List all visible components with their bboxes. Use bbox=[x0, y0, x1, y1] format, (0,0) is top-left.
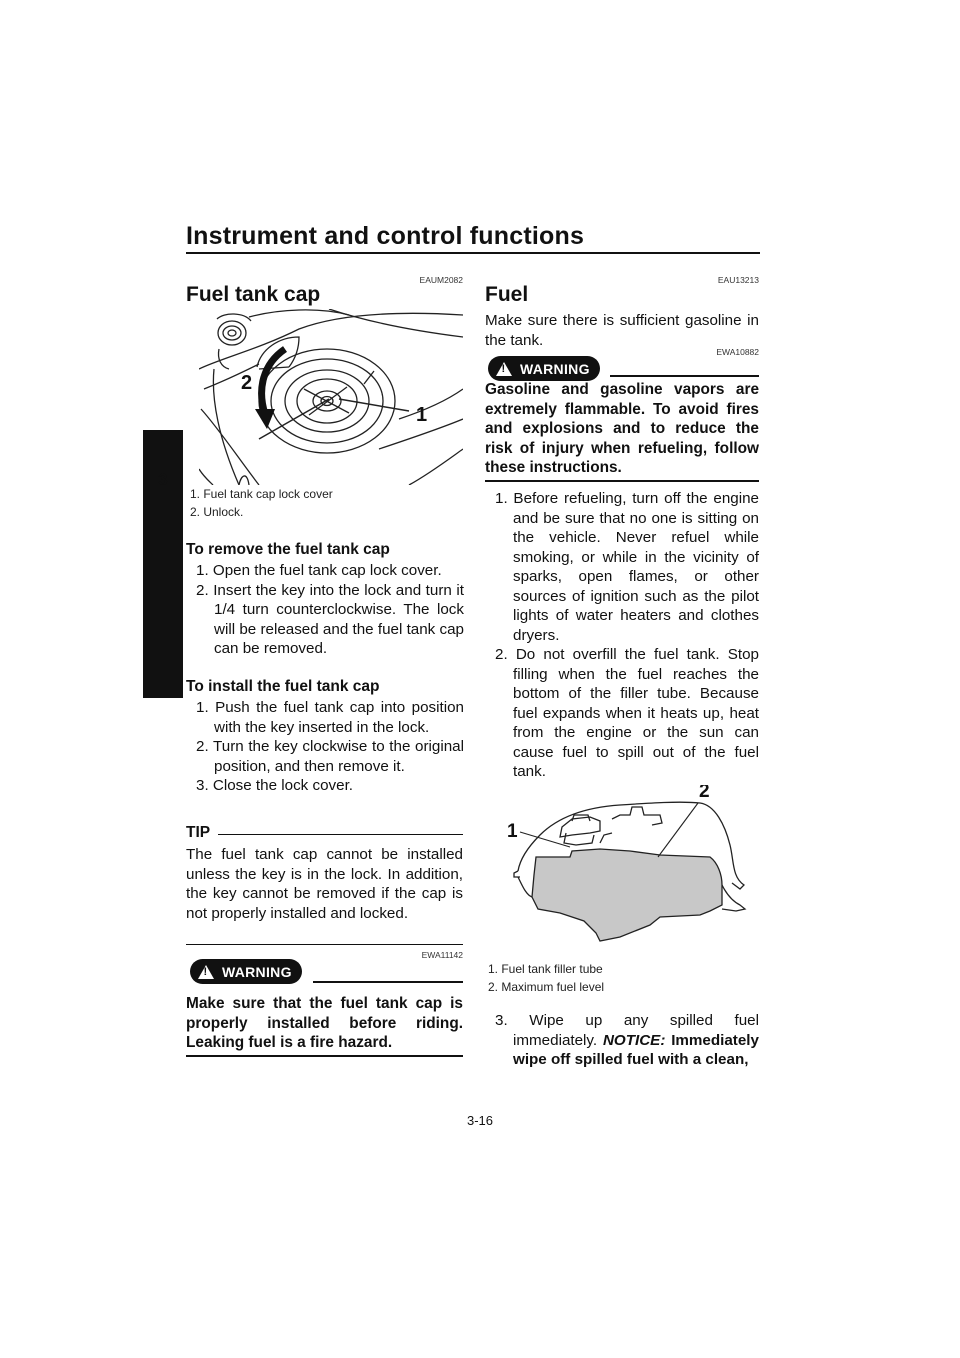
warning-rule bbox=[610, 375, 759, 377]
install-steps-list bbox=[186, 698, 464, 796]
list-item: 3. Close the lock cover. bbox=[196, 777, 354, 794]
warning-bottom-rule bbox=[186, 1055, 463, 1057]
list-item: 2. Turn the key clockwise to the original position, and then remove it. bbox=[196, 738, 464, 775]
section-code: EAU13213 bbox=[717, 275, 759, 285]
figure-label-1: 1 bbox=[416, 404, 428, 426]
warning-icon bbox=[496, 362, 512, 376]
warning-rule bbox=[313, 981, 463, 983]
figure-caption-2: 2. Unlock. bbox=[190, 505, 244, 519]
page-number: 3-16 bbox=[466, 1113, 494, 1128]
list-item: 1. Before refueling, turn off the engine and be sure that no one is sitting on the vehicle. Never refuel while smoking, or while in the vicinity of sparks, open flames, or other sources of ignition such as the pilot lights of water heaters and clothes dryers. bbox=[495, 490, 759, 644]
warning-badge bbox=[488, 356, 600, 381]
fuel-intro: Make sure there is sufficient gasoline in the tank. bbox=[485, 312, 759, 349]
step-number: 3. bbox=[495, 1012, 508, 1029]
list-item: 1. Open the fuel tank cap lock cover. bbox=[196, 562, 442, 579]
warning-bottom-rule bbox=[485, 480, 759, 482]
figure-caption-1: 1. Fuel tank filler tube bbox=[488, 962, 603, 976]
warning-icon bbox=[198, 965, 214, 979]
warning-text: Gasoline and gasoline vapors are extremely flammable. To avoid fires and explosions and to reduce the risk of injury when refueling, follow these instructions. bbox=[485, 381, 759, 476]
warning-label: WARNING bbox=[520, 360, 590, 377]
list-item: 1. Push the fuel tank cap into position with the key inserted in the lock. bbox=[196, 699, 464, 736]
figure-caption-1: 1. Fuel tank cap lock cover bbox=[190, 487, 333, 501]
refuel-steps-list bbox=[485, 489, 759, 782]
warning-code: EWA10882 bbox=[716, 347, 759, 357]
fuel-tank-cap-illustration bbox=[199, 309, 463, 485]
notice-text: Immediately wipe off spilled fuel with a clean, bbox=[513, 1031, 759, 1068]
figure-label-1: 1 bbox=[507, 821, 518, 842]
section-code: EAUM2082 bbox=[419, 275, 463, 285]
warning-label: WARNING bbox=[222, 963, 292, 980]
remove-cap-heading: To remove the fuel tank cap bbox=[186, 541, 390, 558]
step-text: Wipe up any spilled fuel immediately. bbox=[513, 1012, 759, 1049]
tip-label: TIP bbox=[186, 824, 211, 841]
tip-text: The fuel tank cap cannot be installed unless the key is in the lock. In addition, the key cannot be removed if the cap is not properly installed and locked. bbox=[186, 846, 463, 922]
tip-rule bbox=[218, 834, 463, 835]
notice-label: NOTICE: bbox=[602, 1031, 666, 1049]
page-header-title: Instrument and control functions bbox=[186, 222, 585, 250]
warning-badge bbox=[190, 959, 302, 984]
tip-bottom-rule bbox=[186, 944, 463, 945]
section-heading-fuel-tank-cap: Fuel tank cap bbox=[186, 283, 321, 306]
remove-steps-list bbox=[186, 561, 464, 659]
header-rule bbox=[186, 252, 760, 254]
list-item: 2. Do not overfill the fuel tank. Stop filling when the fuel reaches the bottom of the filler tube. Because fuel expands when it heats up, heat from the engine or the sun can cause fuel to spill out of the fuel tank. bbox=[495, 646, 759, 780]
install-cap-heading: To install the fuel tank cap bbox=[186, 678, 380, 695]
warning-code: EWA11142 bbox=[421, 950, 463, 960]
figure-label-2: 2 bbox=[699, 785, 710, 802]
warning-text: Make sure that the fuel tank cap is properly installed before riding. Leaking fuel is a fire hazard. bbox=[186, 995, 463, 1051]
chapter-tab-number: 3 bbox=[158, 470, 168, 489]
figure-caption-2: 2. Maximum fuel level bbox=[488, 980, 605, 994]
section-heading-fuel: Fuel bbox=[485, 283, 529, 306]
figure-label-2: 2 bbox=[241, 372, 253, 394]
fuel-tank-cross-section-illustration bbox=[500, 785, 760, 945]
refuel-step-3 bbox=[485, 1011, 759, 1070]
list-item: 2. Insert the key into the lock and turn it 1/4 turn counterclockwise. The lock will be released and the fuel tank cap can be removed. bbox=[196, 581, 464, 657]
